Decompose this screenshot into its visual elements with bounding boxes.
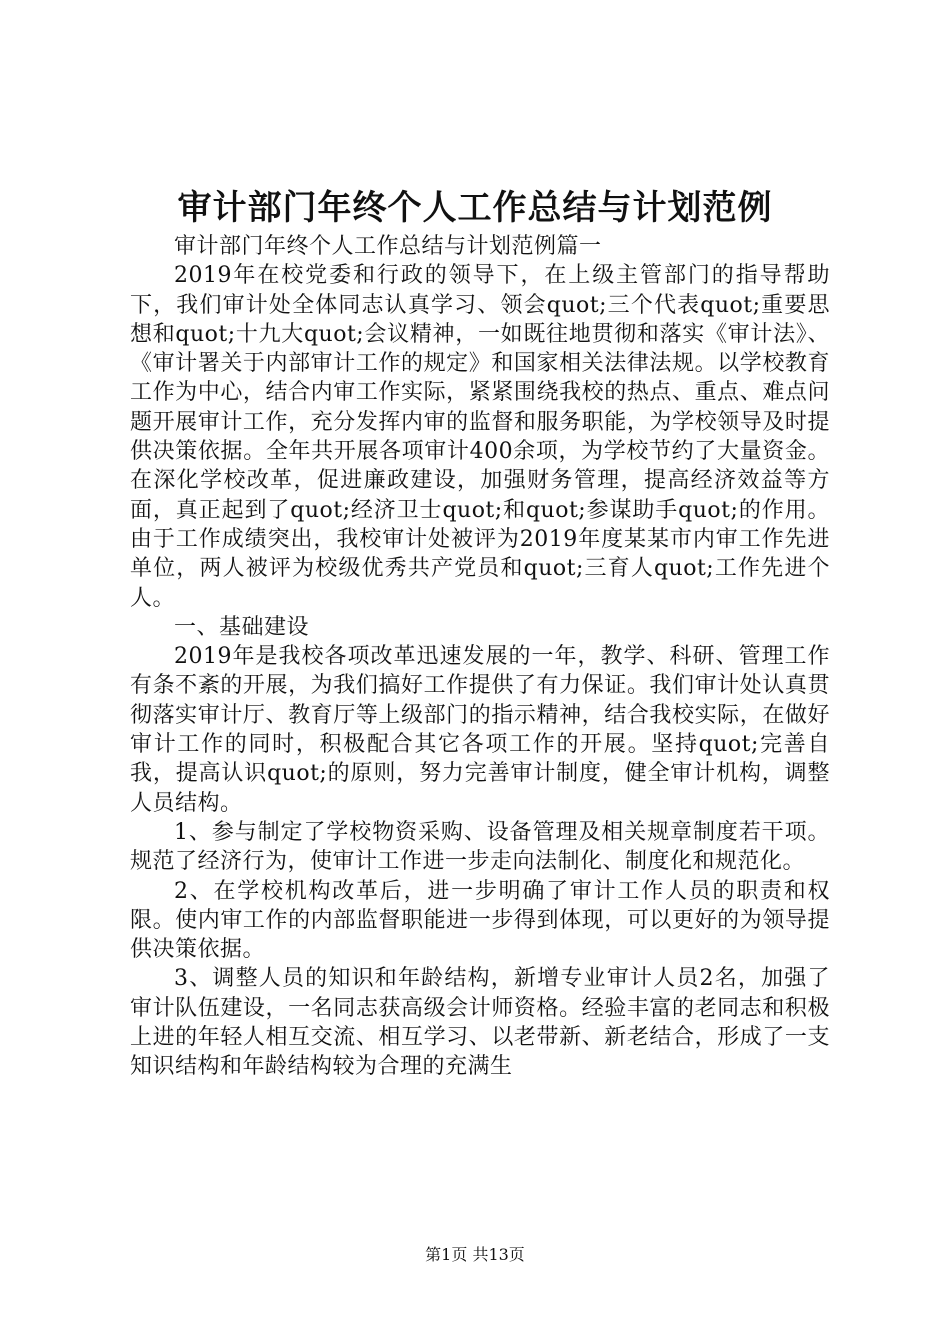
page-footer: 第1页 共13页: [425, 1245, 525, 1264]
document-title: 审计部门年终个人工作总结与计划范例: [177, 188, 773, 228]
body-paragraph: 2019年在校党委和行政的领导下，在上级主管部门的指导帮助下，我们审计处全体同志认真学习、领会quot;三个代表quot;重要思想和quot;十九大quot;会议精神，一如既往地贯彻和落实《审计法》、《审计署关于内部审计工作的规定》和国家相关法律法规。以学校教育工作为中心，结合内审工作实际，紧紧围绕我校的热点、重点、难点问题开展审计工作，充分发挥内审的监督和服务职能，为学校领导及时提供决策依据。全年共开展各项审计400余项，为学校节约了大量资金。在深化学校改革，促进廉政建设，加强财务管理，提高经济效益等方面，真正起到了quot;经济卫士quot;和quot;参谋助手quot;的作用。由于工作成绩突出，我校审计处被评为2019年度某某市内审工作先进单位，两人被评为校级优秀共产党员和quot;三育人quot;工作先进个人。: [130, 263, 830, 611]
list-item: 1、参与制定了学校物资采购、设备管理及相关规章制度若干项。规范了经济行为，使审计工作进一步走向法制化、制度化和规范化。: [130, 819, 830, 875]
body-paragraph: 2019年是我校各项改革迅速发展的一年，教学、科研、管理工作有条不紊的开展，为我们搞好工作提供了有力保证。我们审计处认真贯彻落实审计厅、教育厅等上级部门的指示精神，结合我校实际，在做好审计工作的同时，积极配合其它各项工作的开展。坚持quot;完善自我，提高认识quot;的原则，努力完善审计制度，健全审计机构，调整人员结构。: [130, 644, 830, 816]
section-heading: 一、基础建设: [174, 614, 310, 640]
document-body: [130, 232, 830, 1082]
list-item: 3、调整人员的知识和年龄结构，新增专业审计人员2名，加强了审计队伍建设，一名同志获高级会计师资格。经验丰富的老同志和积极上进的年轻人相互交流、相互学习、以老带新、新老结合，形成了一支知识结构和年龄结构较为合理的充满生: [130, 966, 830, 1080]
subtitle-paragraph: 审计部门年终个人工作总结与计划范例篇一: [174, 234, 602, 259]
list-item: 2、在学校机构改革后，进一步明确了审计工作人员的职责和权限。使内审工作的内部监督职能进一步得到体现，可以更好的为领导提供决策依据。: [130, 878, 830, 963]
